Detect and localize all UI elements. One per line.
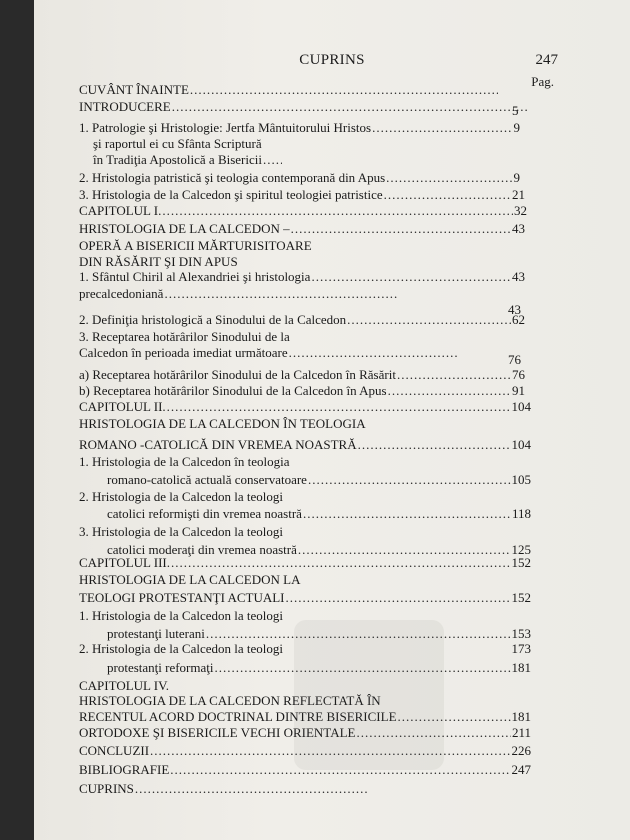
leader-dots [311,269,511,285]
book-page [34,0,630,840]
toc-entry-cap2-1: 1. Hristologia de la Calcedon în teologia [79,454,290,469]
toc-page: 118 [511,506,531,521]
toc-label: b) Receptarea hotărârilor Sinodului de la Calcedon în Apus [79,383,387,398]
toc-page: 43 [508,302,521,317]
toc-page: 125 [511,542,531,557]
toc-entry-cuvant [79,82,499,98]
toc-page: 105 [511,472,531,487]
leader-dots [286,590,511,606]
toc-entry-cap1-3b [79,383,525,399]
toc-page: 43 [512,221,525,236]
toc-entry-cap4: CAPITOLUL IV. [79,678,170,693]
toc-entry-cap1-title-line3: DIN RĂSĂRIT ŞI DIN APUS [79,254,238,269]
toc-page: 211 [511,725,531,740]
toc-label: CUVÂNT ÎNAINTE [79,82,189,97]
leader-dots [384,187,511,203]
toc-page: 43 [512,269,525,284]
leader-dots [172,99,528,115]
toc-entry-cap2-3: 3. Hristologia de la Calcedon la teologi [79,524,283,539]
toc-entry-cap2-title-line2 [79,437,531,453]
toc-label: CONCLUZII [79,743,150,758]
toc-entry-cap3 [79,555,531,571]
toc-label: catolici reformişti din vremea noastră [107,506,302,521]
leader-dots [308,472,511,488]
toc-page: 152 [511,590,531,605]
toc-label: protestanţi reformaţi [107,660,214,675]
faded-stamp-mark [294,620,444,770]
toc-entry-cap4-title-line1: HRISTOLOGIA DE LA CALCEDON REFLECTATĂ ÎN [79,693,381,708]
toc-page: 76 [512,367,525,382]
toc-entry-cuprins [79,781,369,797]
toc-entry-cap1-title [79,221,525,237]
toc-label: Calcedon în perioada imediat următoare [79,345,288,360]
leader-dots [386,170,512,186]
pag-column-label: Pag. [531,74,554,89]
leader-dots [291,221,511,237]
toc-page: 21 [512,187,525,202]
toc-page: 226 [511,743,531,758]
toc-label: ORTODOXE ŞI BISERICILE VECHI ORIENTALE [79,725,356,740]
toc-label: RECENTUL ACORD DOCTRINAL DINTRE BISERICILE [79,709,397,724]
toc-page: 152 [511,555,531,570]
toc-label: 2. Hristologia de la Calcedon la teologi [79,641,283,656]
toc-entry-cap3-1: 1. Hristologia de la Calcedon la teologi [79,608,283,623]
leader-dots [358,437,511,453]
toc-entry-cap3-title-line1: HRISTOLOGIA DE LA CALCEDON LA [79,572,301,587]
toc-page: 173 [511,641,531,656]
toc-entry-cap2-title-line1: HRISTOLOGIA DE LA CALCEDON ÎN TEOLOGIA [79,416,366,431]
toc-entry-cap1-title-line2: OPERĂ A BISERICII MĂRTURISITOARE [79,238,312,253]
leader-dots [162,203,513,219]
toc-entry-intro-3 [79,187,525,203]
toc-entry-cap1-3a [79,367,525,383]
toc-page: 62 [512,312,525,327]
toc-label: CAPITOLUL I. [79,203,162,218]
toc-page: 181 [511,660,531,675]
leader-dots [164,286,398,302]
toc-label: în Tradiţia Apostolică a Bisericii [93,152,262,167]
leader-dots [167,399,511,415]
toc-page: 181 [511,709,531,724]
toc-label: a) Receptarea hotărârilor Sinodului de la Calcedon în Răsărit [79,367,396,382]
toc-label: precalcedoniană [79,286,164,301]
toc-entry-cap1-2 [79,312,525,328]
toc-label: HRISTOLOGIA DE LA CALCEDON – [79,221,290,236]
toc-entry-introducere [79,99,529,115]
toc-label: 3. Hristologia de la Calcedon şi spiritul teologiei patristice [79,187,383,202]
toc-label: TEOLOGI PROTESTANŢI ACTUALI [79,590,285,605]
toc-entry-cap2-2-line2 [107,506,531,522]
toc-page: 32 [514,203,527,218]
toc-label: romano-catolică actuală conservatoare [107,472,307,487]
toc-label: 1. Sfântul Chiril al Alexandriei şi hristologia [79,269,311,284]
toc-label: protestanţi luterani [107,626,205,641]
toc-page: 104 [511,437,531,452]
leader-dots [388,383,511,399]
toc-page: 153 [511,626,531,641]
leader-dots [372,120,512,136]
toc-label: ROMANO -CATOLICĂ DIN VREMEA NOASTRĂ [79,437,357,452]
toc-entry-cap2-2: 2. Hristologia de la Calcedon la teologi [79,489,283,504]
leader-dots [171,555,511,571]
toc-entry-cap1 [79,203,527,219]
toc-page: 5 [512,103,519,118]
toc-entry-cap3-title-line2 [79,590,531,606]
toc-entry-cap1-1 [79,269,525,285]
toc-page: 247 [511,762,531,777]
toc-page: 76 [508,352,521,367]
leader-dots [135,781,368,797]
toc-entry-cap2 [79,399,531,415]
toc-label: 2. Hristologia patristică şi teologia contemporană din Apus [79,170,386,185]
toc-label: INTRODUCERE [79,99,171,114]
leader-dots [303,506,511,522]
toc-page: 9 [513,170,520,185]
toc-entry-cap1-1-line2 [79,286,399,302]
toc-page: 104 [511,399,531,414]
toc-label: 1. Patrologie şi Hristologie: Jertfa Mântuitorului Hristos [79,120,372,135]
toc-entry-cap1-3-line2 [79,345,459,361]
leader-dots [347,312,511,328]
toc-page: 9 [513,120,520,135]
toc-entry-intro-1 [79,120,520,136]
page-title: CUPRINS [299,52,365,68]
toc-entry-cap2-1-line2 [107,472,531,488]
toc-entry-cap1-3: 3. Receptarea hotărârilor Sinodului de la [79,329,290,344]
page-number: 247 [535,52,558,68]
toc-label: catolici moderaţi din vremea noastră [107,542,297,557]
toc-label: CUPRINS [79,781,134,796]
leader-dots [289,345,458,361]
toc-label: CAPITOLUL II. [79,399,166,414]
leader-dots [190,82,498,98]
toc-entry-intro-1-line2: şi raportul ei cu Sfânta Scriptură [93,136,262,151]
toc-entry-intro-1-line3 [93,152,283,168]
toc-label: 2. Definiţia hristologică a Sinodului de la Calcedon [79,312,347,327]
toc-page: 91 [512,383,525,398]
toc-label: CAPITOLUL III. [79,555,170,570]
leader-dots [397,367,511,383]
toc-entry-intro-2 [79,170,520,186]
leader-dots [263,152,282,168]
toc-label: BIBLIOGRAFIE [79,762,170,777]
